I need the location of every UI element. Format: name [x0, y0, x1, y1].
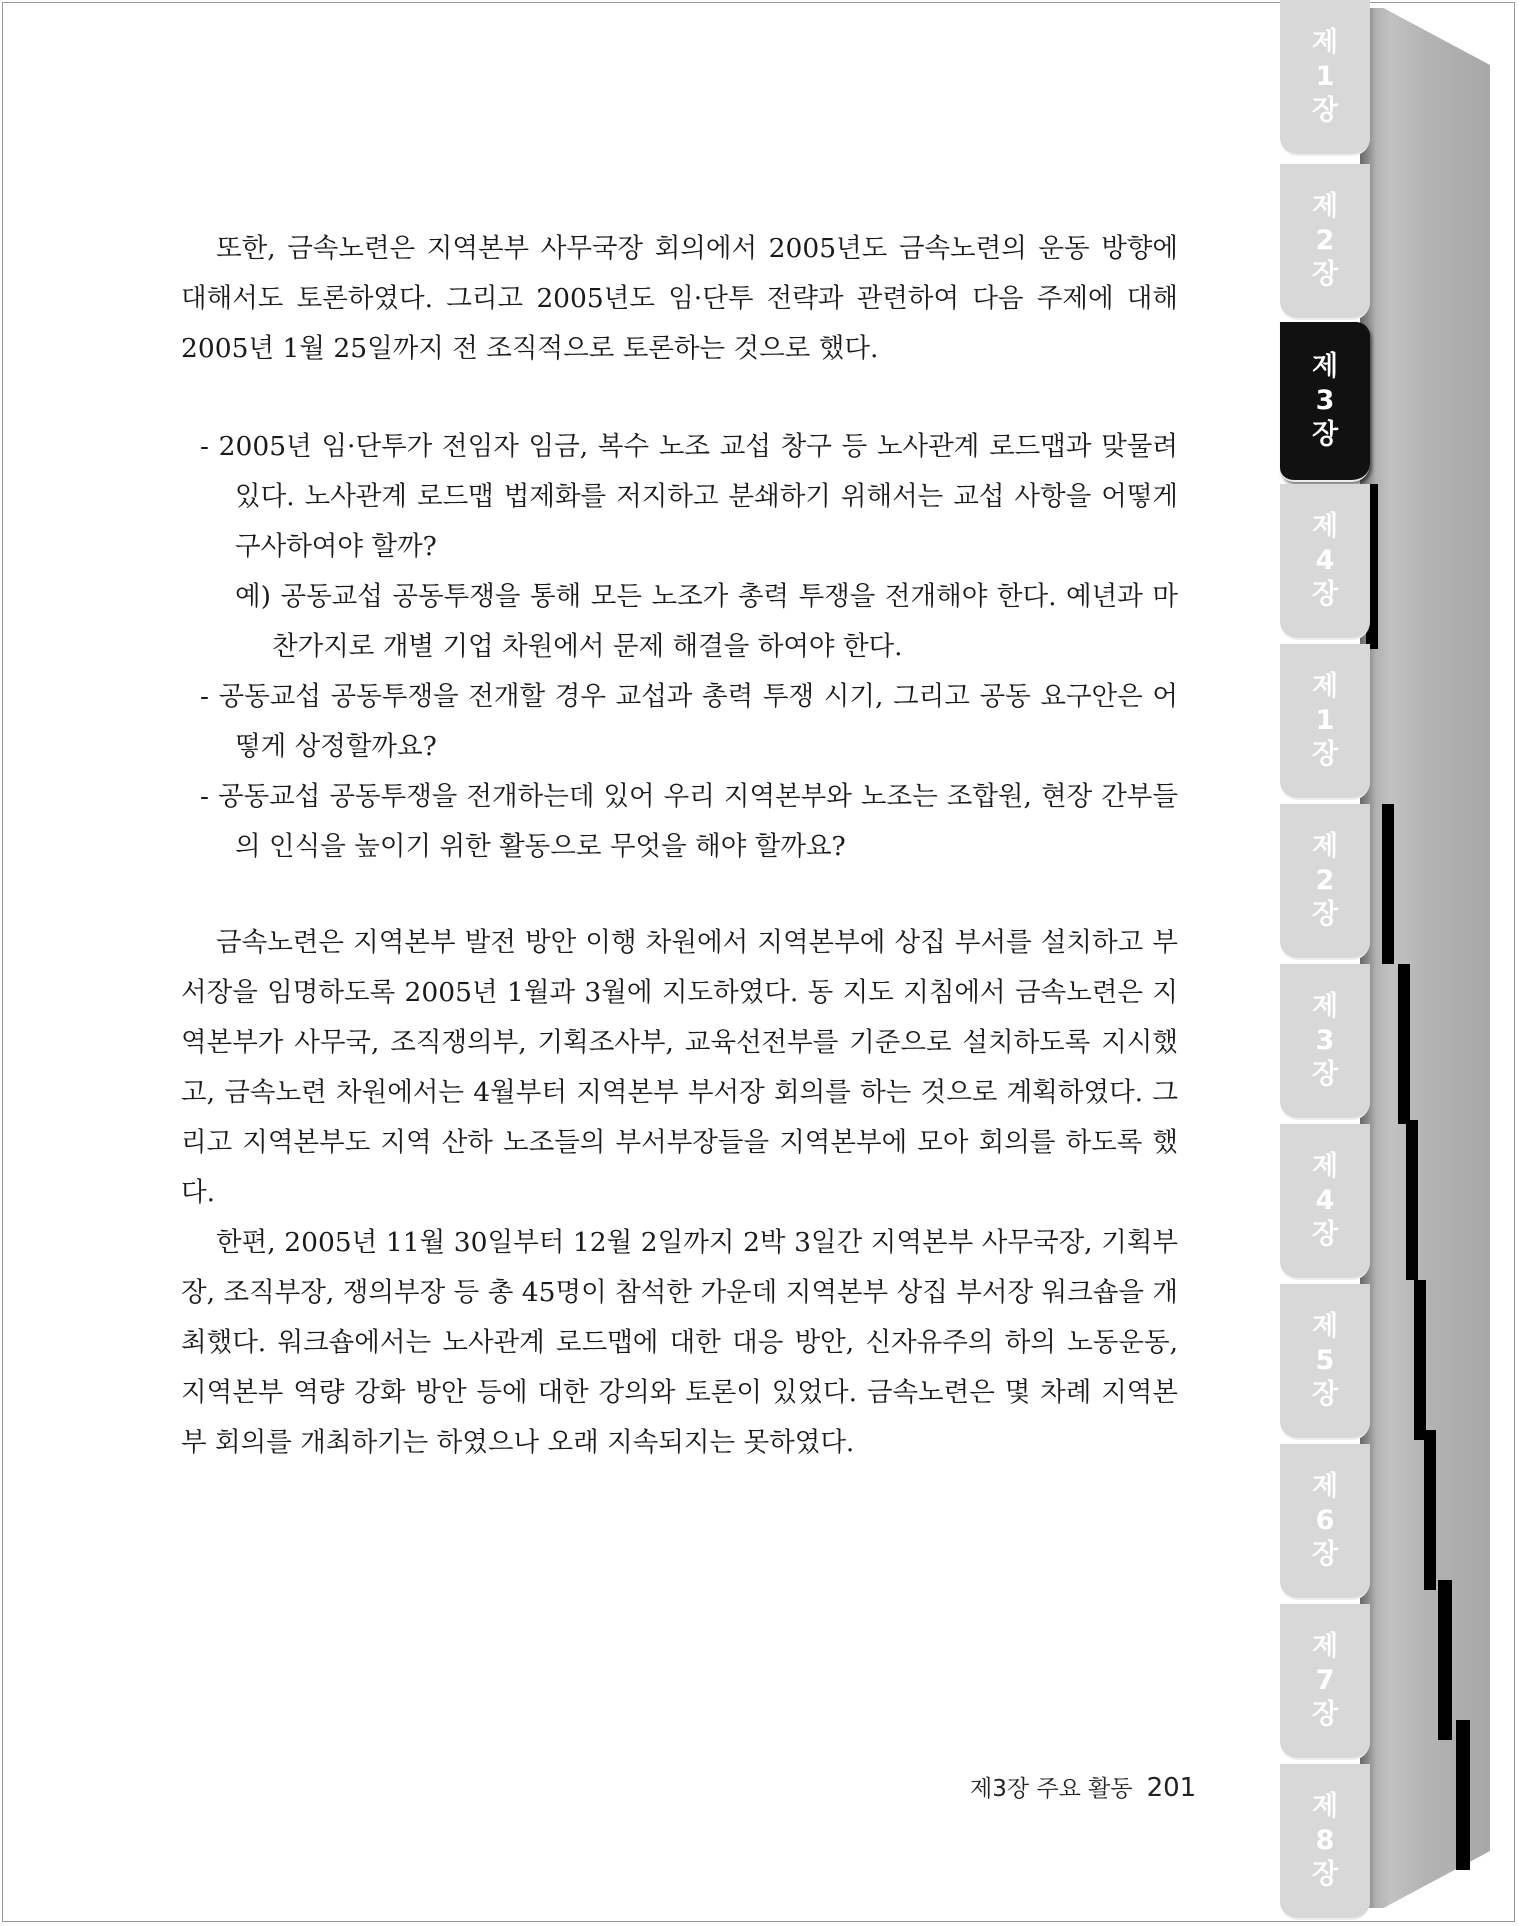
tab-char: 장	[1311, 899, 1339, 930]
tab-char: 6	[1315, 1505, 1335, 1536]
tab-char: 장	[1311, 419, 1339, 450]
tab-char: 제	[1311, 191, 1339, 222]
thumb-index-mark	[1382, 804, 1394, 964]
tab-char: 장	[1311, 1219, 1339, 1250]
tab-char: 7	[1315, 1665, 1335, 1696]
tab-char: 제	[1311, 511, 1339, 542]
thumb-index-mark	[1438, 1580, 1452, 1740]
tab-char: 장	[1311, 739, 1339, 770]
tab-char: 제	[1311, 1631, 1339, 1662]
tab-char: 5	[1315, 1345, 1335, 1376]
tab-char: 제	[1311, 351, 1339, 382]
paragraph: 한편, 2005년 11월 30일부터 12월 2일까지 2박 3일간 지역본부 사무국장, 기획부장, 조직부장, 쟁의부장 등 총 45명이 참석한 가운데 지역본부 상집 부서장 워크숍을 개최했다. 워크숍에서는 노사관계 로드맵에 대한 대응 방안, 신자유주의 하의 노동운동, 지역본부 역량 강화 방안 등에 대한 강의와 토론이 있었다. 금속노련은 몇 차례 지역본부 회의를 개최하기는 하였으나 오래 지속되지는 못하였다.	[181, 1227, 1178, 1458]
tab-char: 8	[1315, 1825, 1335, 1856]
tab-char: 장	[1311, 1059, 1339, 1090]
chapter-tab[interactable]	[1280, 1604, 1370, 1760]
chapter-tab[interactable]	[1280, 164, 1370, 320]
tab-char: 장	[1311, 95, 1339, 126]
tab-char: 제	[1311, 991, 1339, 1022]
tab-char: 2	[1315, 225, 1335, 256]
tab-char: 제	[1311, 1151, 1339, 1182]
paragraph: 금속노련은 지역본부 발전 방안 이행 차원에서 지역본부에 상집 부서를 설치하고 부서장을 임명하도록 2005년 1월과 3월에 지도하였다. 동 지도 지침에서 금속노련은 지역본부가 사무국, 조직쟁의부, 기획조사부, 교육선전부를 기준으로 설치하도록 지시했고, 금속노련 차원에서는 4월부터 지역본부 부서장 회의를 하는 것으로 계획하였다. 그리고 지역본부도 지역 산하 노조들의 부서부장들을 지역본부에 모아 회의를 하도록 했다.	[181, 927, 1178, 1208]
tab-char: 제	[1311, 1471, 1339, 1502]
chapter-tab-active[interactable]	[1280, 322, 1370, 482]
tab-char: 4	[1315, 545, 1335, 576]
tab-char: 제	[1311, 1791, 1339, 1822]
body-text	[181, 224, 1178, 1468]
chapter-tab[interactable]	[1280, 0, 1370, 156]
tab-char: 장	[1311, 259, 1339, 290]
chapter-tab[interactable]	[1280, 1284, 1370, 1440]
thumb-index-mark	[1406, 1120, 1418, 1280]
discussion-item: - 공동교섭 공동투쟁을 전개할 경우 교섭과 총력 투쟁 시기, 그리고 공동 요구안은 어떻게 상정할까요?	[200, 681, 1178, 762]
discussion-item: - 2005년 임·단투가 전임자 임금, 복수 노조 교섭 창구 등 노사관계 로드맵과 맞물려 있다. 노사관계 로드맵 법제화를 저지하고 분쇄하기 위해서는 교섭 사항을 어떻게 구사하여야 할까?	[200, 431, 1178, 562]
tab-char: 1	[1315, 61, 1335, 92]
thumb-index-mark	[1414, 1280, 1426, 1440]
tab-char: 3	[1315, 1025, 1335, 1056]
tab-char: 장	[1311, 1699, 1339, 1730]
tab-char: 제	[1311, 831, 1339, 862]
discussion-item: - 공동교섭 공동투쟁을 전개하는데 있어 우리 지역본부와 노조는 조합원, 현장 간부들의 인식을 높이기 위한 활동으로 무엇을 해야 할까요?	[200, 781, 1178, 862]
tab-char: 장	[1311, 579, 1339, 610]
chapter-tab[interactable]	[1280, 1444, 1370, 1600]
tab-char: 4	[1315, 1185, 1335, 1216]
thumb-index-mark	[1424, 1430, 1436, 1590]
tab-char: 제	[1311, 671, 1339, 702]
paragraph: 또한, 금속노련은 지역본부 사무국장 회의에서 2005년도 금속노련의 운동 방향에 대해서도 토론하였다. 그리고 2005년도 임·단투 전략과 관련하여 다음 주제에 대해 2005년 1월 25일까지 전 조직적으로 토론하는 것으로 했다.	[181, 233, 1178, 364]
chapter-tab[interactable]	[1280, 804, 1370, 960]
chapter-tab[interactable]	[1280, 644, 1370, 800]
thumb-index-mark	[1456, 1720, 1470, 1870]
page-number: 201	[1146, 1773, 1197, 1803]
tab-char: 제	[1311, 27, 1339, 58]
tab-char: 제	[1311, 1311, 1339, 1342]
example-note: 예) 공동교섭 공동투쟁을 통해 모든 노조가 총력 투쟁을 전개해야 한다. 예년과 마찬가지로 개별 기업 차원에서 문제 해결을 하여야 한다.	[235, 581, 1178, 662]
tab-char: 1	[1315, 705, 1335, 736]
tab-char: 3	[1315, 385, 1335, 416]
chapter-tab[interactable]	[1280, 964, 1370, 1120]
thumb-index-mark	[1398, 964, 1410, 1124]
tab-char: 장	[1311, 1539, 1339, 1570]
chapter-tab[interactable]	[1280, 1124, 1370, 1280]
page-footer	[970, 1770, 1197, 1803]
running-chapter-title: 제3장 주요 활동	[970, 1776, 1133, 1802]
chapter-tab[interactable]	[1280, 484, 1370, 640]
chapter-tab[interactable]	[1280, 1764, 1370, 1920]
tab-char: 장	[1311, 1859, 1339, 1890]
tab-char: 장	[1311, 1379, 1339, 1410]
tab-char: 2	[1315, 865, 1335, 896]
